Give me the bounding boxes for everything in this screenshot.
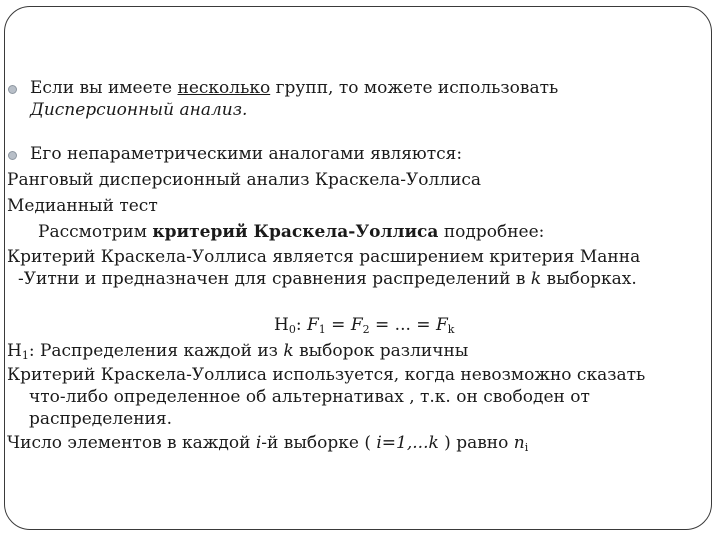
count-pre: Число элементов в каждой — [7, 433, 256, 453]
criterion-line1: Критерий Краскела-Уоллиса является расширением критерия Манна — [7, 247, 641, 267]
count-mid2: ) равно — [438, 433, 514, 453]
h0-fk-sub: k — [447, 323, 455, 336]
consider-bold: критерий Краскела-Уоллиса — [152, 222, 439, 242]
criterion-line2-post: выборках. — [541, 269, 637, 289]
h0-f1-sub: 1 — [318, 323, 326, 336]
consider-pre: Рассмотрим — [38, 222, 153, 242]
h0-sub: 0 — [288, 323, 296, 336]
count-i: i — [255, 433, 262, 453]
criterion-k: k — [530, 269, 542, 289]
h0-eq1: = — [325, 315, 351, 335]
h0-fk: F — [435, 315, 448, 335]
count-mid: -й выборке ( — [261, 433, 377, 453]
h0-f1: F — [306, 315, 319, 335]
h0-h: H — [274, 315, 289, 335]
consider-line — [38, 221, 544, 243]
h0-f2: F — [350, 315, 363, 335]
bullet1-text — [30, 77, 558, 99]
criterion-line2-pre: -Уитни и предназначен для сравнения распределений в — [18, 269, 531, 289]
h0-formula — [274, 314, 454, 336]
count-n-sub: i — [524, 441, 529, 454]
consider-post: подробнее: — [438, 222, 545, 242]
h1-pre: : Распределения каждой из — [28, 341, 284, 361]
bullet1-pre: Если вы имеете — [30, 78, 178, 98]
bullet1-italic-line — [30, 99, 247, 121]
anova-term: Дисперсионный анализ. — [30, 100, 248, 120]
h1-sub: 1 — [21, 349, 29, 362]
kruskal-anova-line: Ранговый дисперсионный анализ Краскела-Уоллиса — [7, 170, 482, 190]
h0-colon: : — [295, 315, 307, 335]
usage-line2: что-либо определенное об альтернативах , т.к. он свободен от — [29, 387, 590, 407]
h0-mid: = ... = — [369, 315, 436, 335]
count-line — [7, 432, 528, 454]
h1-post: выборок различны — [293, 341, 469, 361]
bullet1-post: групп, то можете использовать — [270, 78, 559, 98]
bullet1-underlined: несколько — [177, 78, 271, 98]
h1-k: k — [283, 341, 294, 361]
count-range: i=1,...k — [376, 433, 439, 453]
count-n: n — [513, 433, 525, 453]
h0-f2-sub: 2 — [362, 323, 370, 336]
usage-line3: распределения. — [29, 409, 172, 429]
bullet-dot-icon — [8, 85, 17, 94]
bullet2-text: Его непараметрическими аналогами являются: — [30, 144, 463, 164]
usage-line1: Критерий Краскела-Уоллиса используется, когда невозможно сказать — [7, 365, 646, 385]
bullet-dot-icon — [8, 151, 17, 160]
criterion-line2 — [18, 268, 637, 290]
h1-line — [7, 340, 468, 362]
h1-h: H — [7, 341, 22, 361]
median-test-line: Медианный тест — [7, 196, 158, 216]
